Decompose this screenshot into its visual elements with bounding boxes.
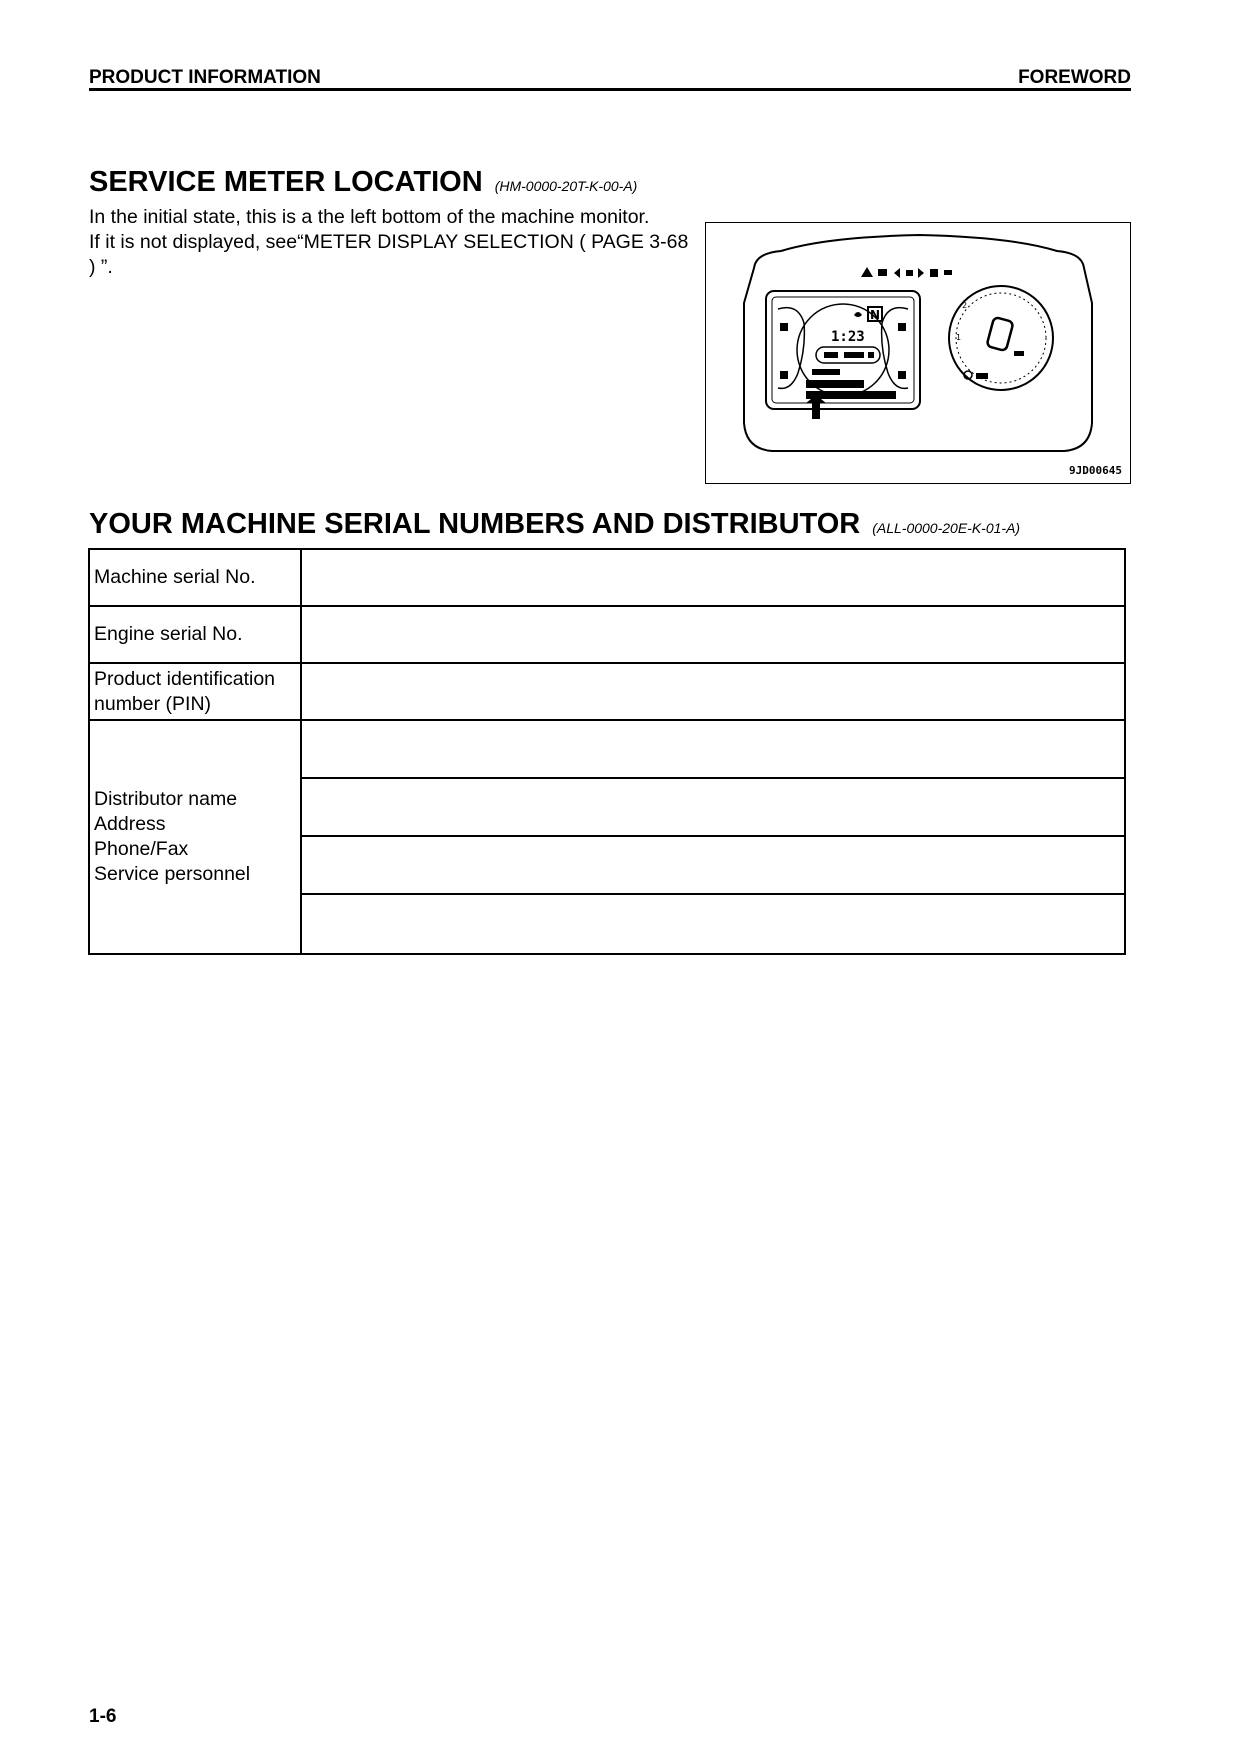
pin-field[interactable] (301, 663, 1125, 720)
distributor-name-field[interactable] (302, 721, 1124, 779)
table-row (89, 606, 1125, 663)
service-personnel-label: Service personnel (94, 863, 251, 885)
service-personnel-field[interactable] (302, 895, 1124, 953)
speedometer-tick: 1 (956, 333, 962, 342)
speedometer-tick: 2 (962, 301, 968, 310)
table-row (89, 549, 1125, 606)
serial-numbers-code: (ALL-0000-20E-K-01-A) (872, 520, 1021, 536)
distributor-label (89, 720, 301, 954)
machine-serial-field[interactable] (301, 549, 1125, 606)
address-field[interactable] (302, 779, 1124, 837)
serial-numbers-heading (89, 508, 1020, 541)
machine-monitor-figure (705, 222, 1131, 484)
service-meter-description (89, 205, 689, 280)
gear-indicator: N (869, 308, 881, 322)
description-line-1: In the initial state, this is a the left bottom of the machine monitor. (89, 206, 650, 228)
service-meter-heading (89, 166, 637, 199)
machine-serial-label: Machine serial No. (89, 549, 301, 606)
engine-serial-label: Engine serial No. (89, 606, 301, 663)
table-row (89, 720, 1125, 954)
phone-fax-field[interactable] (302, 837, 1124, 895)
machine-monitor-drawing (706, 223, 1130, 483)
phone-fax-label: Phone/Fax (94, 838, 189, 860)
page-number: 1-6 (89, 1706, 117, 1727)
header-section-title: PRODUCT INFORMATION (89, 67, 321, 88)
header-rule (89, 88, 1131, 91)
description-line-2: If it is not displayed, see“METER DISPLAY SELECTION ( PAGE 3-68 ) ”. (89, 231, 689, 278)
address-label: Address (94, 813, 166, 835)
header-chapter-title: FOREWORD (1018, 67, 1131, 88)
distributor-fields (301, 720, 1125, 954)
table-row (89, 663, 1125, 720)
figure-code: 9JD00645 (1069, 464, 1122, 477)
serial-numbers-title: YOUR MACHINE SERIAL NUMBERS AND DISTRIBUTOR (89, 508, 861, 540)
distributor-name-label: Distributor name (94, 788, 238, 810)
engine-serial-field[interactable] (301, 606, 1125, 663)
serial-numbers-table (88, 548, 1126, 955)
clock-readout: 1:23 (831, 329, 865, 345)
pin-label-line-2: number (PIN) (94, 692, 212, 715)
pin-label (89, 663, 301, 720)
service-meter-code: (HM-0000-20T-K-00-A) (494, 178, 638, 194)
pin-label-line-1: Product identification (94, 667, 276, 690)
service-meter-title: SERVICE METER LOCATION (89, 166, 483, 198)
